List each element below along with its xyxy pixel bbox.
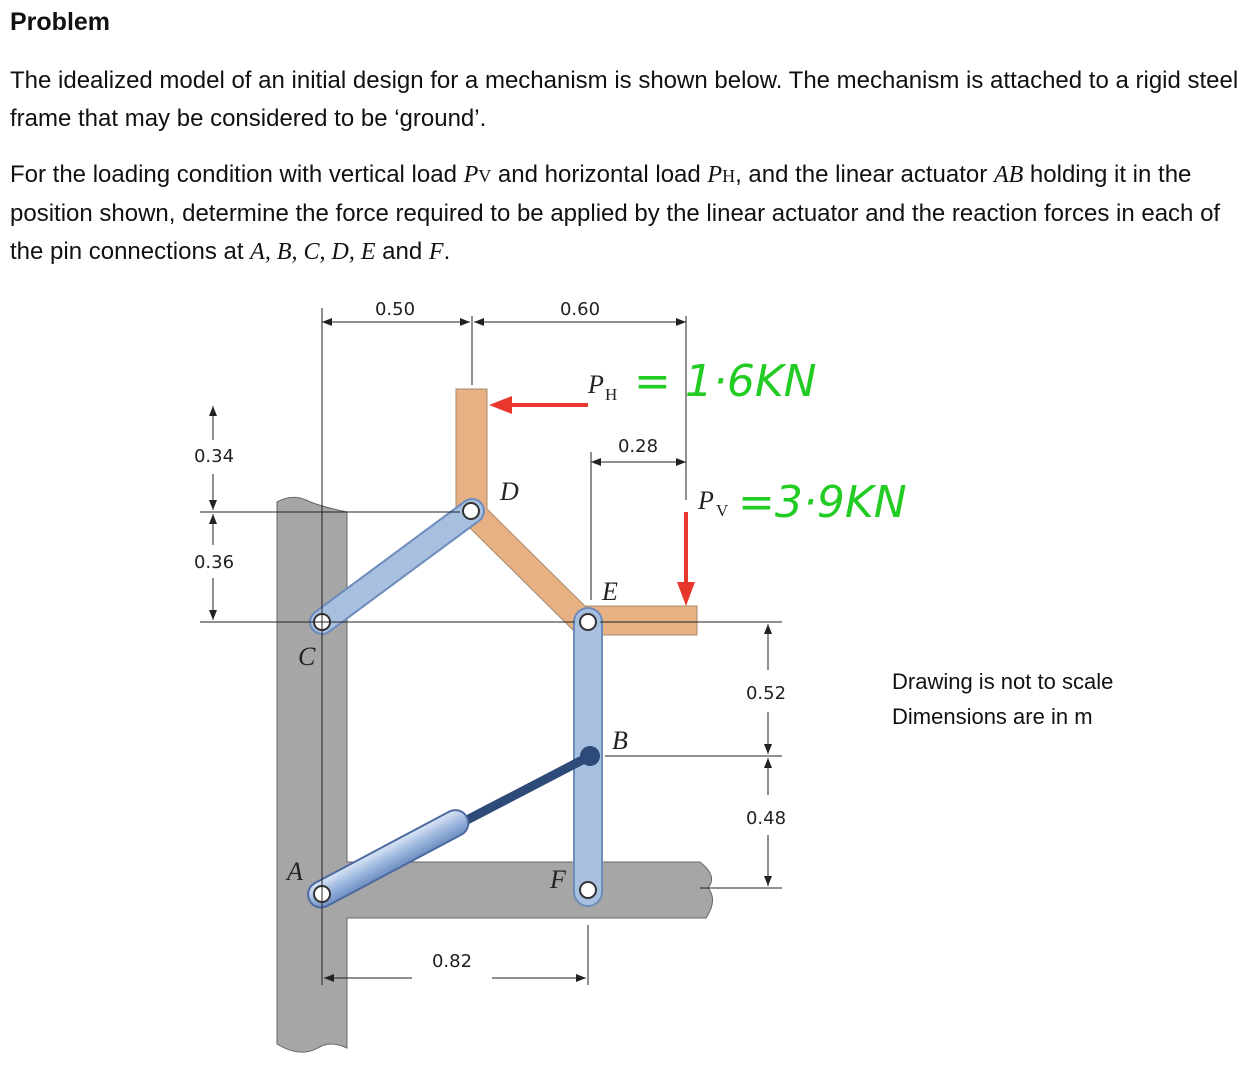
- p2-text-4: holding it in the position shown, determine the force required to be applied by the linear actuator and the reaction forces in each of the pin connections at: [10, 161, 1221, 265]
- dim-inner: 0.28: [617, 436, 659, 457]
- actuator-label: AB: [993, 162, 1024, 188]
- label-f: F: [550, 865, 566, 894]
- label-e: E: [602, 577, 618, 606]
- note-not-to-scale: Drawing is not to scale: [892, 669, 1114, 694]
- orange-link: [456, 389, 697, 635]
- note-units: Dimensions are in m: [892, 704, 1093, 729]
- dim-bottom: 0.82: [431, 951, 473, 972]
- pv-symbol: P: [463, 162, 479, 188]
- pin-f-circle: [580, 882, 596, 898]
- ph-label: P: [588, 370, 604, 399]
- label-c: C: [298, 642, 316, 671]
- pin-f: F: [428, 239, 444, 265]
- pv-label: P: [698, 486, 714, 515]
- label-a: A: [287, 857, 303, 886]
- dim-right-upper: 0.52: [745, 683, 787, 704]
- dim-top-left: 0.50: [374, 299, 416, 320]
- label-d: D: [500, 477, 519, 506]
- dim-right-lower: 0.48: [745, 808, 787, 829]
- vertical-load-arrow: [677, 512, 695, 606]
- p2-text-1: For the loading condition with vertical load: [10, 161, 464, 188]
- ph-handwritten-value: = 1·6KN: [634, 356, 817, 407]
- pin-e: [580, 614, 596, 630]
- horizontal-load-arrow: [489, 396, 588, 414]
- ph-symbol: P: [707, 162, 723, 188]
- pv-subscript: V: [478, 166, 492, 186]
- p2-text-3: , and the linear actuator: [735, 161, 994, 188]
- pv-label-sub: V: [716, 501, 729, 520]
- p2-text-2: and horizontal load: [491, 161, 708, 188]
- dim-left-upper: 0.34: [193, 446, 235, 467]
- p2-text-6: .: [443, 238, 451, 265]
- pv-handwritten-value: =3·9KN: [738, 477, 907, 528]
- dim-left-lower: 0.36: [193, 552, 235, 573]
- dim-top-right: 0.60: [559, 299, 601, 320]
- problem-heading: Problem: [10, 8, 111, 36]
- label-b: B: [612, 726, 628, 755]
- ph-subscript: H: [722, 166, 736, 186]
- ph-label-sub: H: [605, 385, 618, 404]
- problem-paragraph-1: The idealized model of an initial design for a mechanism is shown below. The mechanism is attached to a rigid steel frame that may be considered to be ‘ground’.: [10, 67, 1239, 132]
- p2-text-5: and: [375, 238, 429, 265]
- pin-list: A, B, C, D, E: [250, 239, 376, 265]
- pin-d: [463, 503, 479, 519]
- ground-frame: [277, 497, 713, 1052]
